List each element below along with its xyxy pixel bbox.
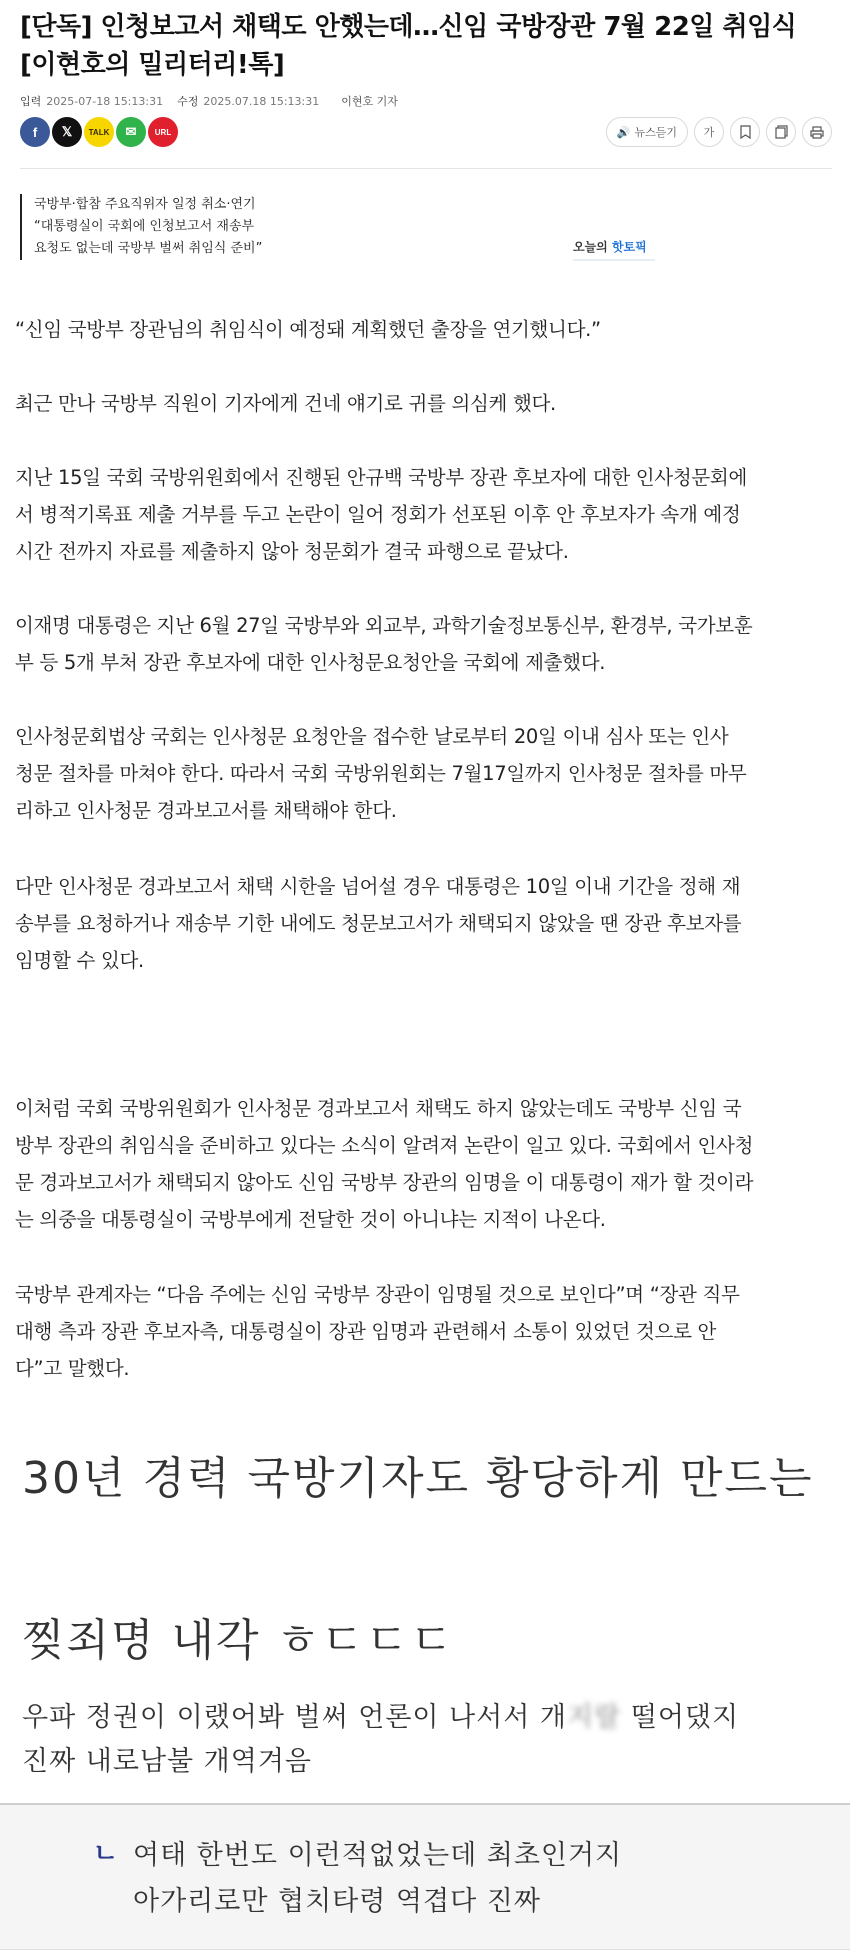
reply-text — [133, 1833, 622, 1925]
paragraph-line: 이처럼 국회 국방위원회가 인사청문 경과보고서 채택도 하지 않았는데도 국방부 신임 국 — [15, 1097, 742, 1120]
captured-headline-line1: 30년 경력 국방기자도 황당하게 만드는 — [22, 1453, 814, 1504]
paragraph-line: 임명할 수 있다. — [15, 949, 144, 972]
paragraph-line: 지난 15일 국회 국방위원회에서 진행된 안규백 국방부 장관 후보자에 대한 인사청문회에 — [15, 466, 747, 489]
paragraph-line: 시간 전까지 자료를 제출하지 않아 청문회가 결국 파행으로 끝났다. — [15, 540, 569, 563]
summary-line: 요청도 없는데 국방부 벌써 취임식 준비” — [34, 241, 263, 256]
paragraph-6 — [15, 868, 831, 979]
facebook-share-icon[interactable]: f — [20, 117, 50, 147]
comment-text: 진짜 내로남불 개역겨음 — [22, 1746, 312, 1777]
copy-icon[interactable] — [766, 117, 796, 147]
paragraph-8 — [15, 1276, 831, 1387]
article-title-line1: [단독] 인청보고서 채택도 안했는데…신임 국방장관 7월 22일 취임식 — [20, 12, 797, 42]
article-meta — [20, 92, 832, 110]
paragraph-line: “신임 국방부 장관님의 취임식이 예정돼 계획했던 출장을 연기했니다.” — [15, 318, 601, 341]
summary-line: “대통령실이 국회에 인청보고서 재송부 — [34, 219, 255, 234]
comment-text: 떨어댔지 — [621, 1702, 740, 1733]
article-summary — [20, 194, 262, 260]
kakaotalk-share-icon[interactable]: TALK — [84, 117, 114, 147]
mail-share-icon[interactable]: ✉ — [116, 117, 146, 147]
paragraph-line: 다”고 말했다. — [15, 1357, 130, 1380]
paragraph-line: 최근 만나 국방부 직원이 기자에게 건네 얘기로 귀를 의심케 했다. — [15, 392, 556, 415]
print-icon[interactable] — [802, 117, 832, 147]
paragraph-line: 인사청문회법상 국회는 인사청문 요청안을 접수한 날로부터 20일 이내 심사 또는 인사 — [15, 725, 729, 748]
hot-topic-accent: 핫토픽 — [611, 240, 647, 254]
header-divider — [20, 168, 832, 169]
paragraph-line: 청문 절차를 마쳐야 한다. 따라서 국회 국방위원회는 7월17일까지 인사청문 절차를 마무 — [15, 762, 747, 785]
reply-arrow-icon: ㄴ — [93, 1839, 119, 1869]
speaker-icon: 🔊 — [616, 125, 631, 139]
paragraph-5 — [15, 718, 831, 829]
modified-time: 2025.07.18 15:13:31 — [203, 94, 320, 108]
x-share-icon[interactable]: 𝕏 — [52, 117, 82, 147]
paragraph-3 — [15, 459, 831, 570]
paragraph-line: 송부를 요청하거나 재송부 기한 내에도 청문보고서가 채택되지 않았을 땐 장관 후보자를 — [15, 912, 742, 935]
paragraph-line: 서 병적기록표 제출 거부를 두고 논란이 일어 정회가 선포된 이후 안 후보자가 속개 예정 — [15, 503, 741, 526]
font-size-button[interactable]: 가 — [694, 117, 724, 147]
hot-topic-prefix: 오늘의 — [573, 240, 612, 254]
reply-line: 여태 한번도 이런적없었는데 최초인거지 — [133, 1840, 623, 1871]
blurred-word: 지랄 — [566, 1702, 622, 1733]
captured-reply — [0, 1803, 850, 1950]
paragraph-line: 부 등 5개 부처 장관 후보자에 대한 인사청문요청안을 국회에 제출했다. — [15, 651, 606, 674]
paragraph-line: 대행 측과 장관 후보자측, 대통령실이 장관 임명과 관련해서 소통이 있었던 것으로 안 — [15, 1320, 717, 1343]
hot-topic-link[interactable] — [573, 238, 655, 261]
paragraph-line: 다만 인사청문 경과보고서 채택 시한을 넘어설 경우 대통령은 10일 이내 기간을 정해 재 — [15, 875, 741, 898]
input-label: 입력 — [20, 95, 42, 108]
article-tools — [600, 117, 832, 147]
paragraph-line: 리하고 인사청문 경과보고서를 채택해야 한다. — [15, 799, 397, 822]
paragraph-line: 이재명 대통령은 지난 6월 27일 국방부와 외교부, 과학기술정보통신부, 환경부, 국가보훈 — [15, 614, 753, 637]
comment-text: 우파 정권이 이랬어봐 벌써 언론이 나서서 개 — [22, 1702, 567, 1733]
bookmark-icon[interactable] — [730, 117, 760, 147]
url-copy-icon[interactable]: URL — [148, 117, 178, 147]
captured-headline-line2: 찢죄명 내각 ㅎㄷㄷㄷ — [22, 1615, 455, 1666]
paragraph-line: 방부 장관의 취임식을 준비하고 있다는 소식이 알려져 논란이 일고 있다. 국회에서 인사청 — [15, 1134, 754, 1157]
input-time: 2025-07-18 15:13:31 — [46, 94, 164, 108]
paragraph-line: 국방부 관계자는 “다음 주에는 신임 국방부 장관이 임명될 것으로 보인다”며 “장관 직무 — [15, 1283, 740, 1306]
paragraph-2 — [15, 385, 831, 422]
author-name[interactable]: 이현호 기자 — [341, 95, 398, 108]
article-title — [20, 8, 832, 84]
share-toolbar — [20, 115, 832, 149]
article-header — [20, 8, 832, 110]
paragraph-line: 는 의중을 대통령실이 국방부에게 전달한 것이 아니냐는 지적이 나온다. — [15, 1208, 606, 1231]
captured-comment — [22, 1696, 739, 1784]
paragraph-line: 문 경과보고서가 채택되지 않아도 신임 국방부 장관의 임명을 이 대통령이 재가 할 것이라 — [15, 1171, 754, 1194]
paragraph-1 — [15, 311, 831, 348]
listen-news-button[interactable] — [606, 117, 688, 147]
listen-news-label: 뉴스듣기 — [634, 126, 677, 139]
paragraph-7 — [15, 1090, 831, 1238]
summary-line: 국방부·합참 주요직위자 일정 취소·연기 — [34, 197, 256, 212]
paragraph-4 — [15, 607, 831, 681]
reply-line: 아가리로만 협치타령 역겹다 진짜 — [133, 1886, 541, 1917]
article-title-line2: [이현호의 밀리터리!톡] — [20, 50, 285, 80]
modified-label: 수정 — [177, 95, 199, 108]
